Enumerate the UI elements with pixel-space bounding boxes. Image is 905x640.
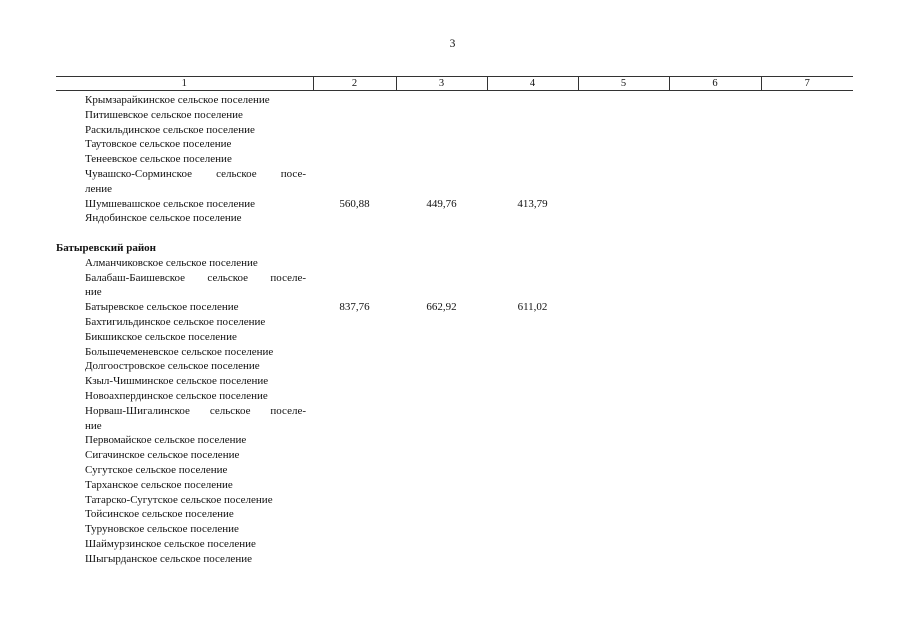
table-row: [56, 404, 853, 419]
settlement-name: Шумшевашское сельское поселение: [85, 197, 256, 210]
settlement-name: Туруновское сельское поселение: [85, 523, 239, 536]
settlement-name: Балабаш-Баишевское сельское поселе-: [85, 271, 306, 284]
settlement-name: Яндобинское сельское поселение: [85, 212, 242, 225]
table-row: [56, 522, 853, 537]
value-column-4: 611,02: [517, 301, 548, 314]
column-header-6: 6: [669, 77, 761, 91]
settlement-name: Первомайское сельское поселение: [85, 434, 247, 447]
settlement-name: Тарханское сельское поселение: [85, 478, 233, 491]
table-row: [56, 419, 853, 434]
settlement-name: Чувашско-Сорминское сельское посе-: [85, 167, 306, 180]
table-row: [56, 315, 853, 330]
value-column-2: 837,76: [339, 301, 370, 314]
table-row: [56, 507, 853, 522]
settlement-name: Долгоостровское сельское поселение: [85, 360, 260, 373]
value-column-4: 413,79: [517, 197, 548, 210]
settlement-name: Татарско-Сугутское сельское поселение: [85, 493, 273, 506]
settlement-name: Тойсинское сельское поселение: [85, 508, 234, 521]
settlement-name: ние: [85, 286, 102, 299]
value-column-2: 560,88: [339, 197, 370, 210]
table-row: [56, 197, 853, 212]
settlement-name: Батыревское сельское поселение: [85, 301, 239, 314]
column-header-5: 5: [578, 77, 669, 91]
column-header-4: 4: [487, 77, 578, 91]
settlement-name: Алманчиковское сельское поселение: [85, 256, 258, 269]
table-row: [56, 478, 853, 493]
settlement-name: Таутовское сельское поселение: [85, 138, 232, 151]
data-table: [56, 76, 853, 91]
settlement-name: Бахтигильдинское сельское поселение: [85, 315, 266, 328]
column-header-1: 1: [56, 77, 313, 91]
settlement-name: Шыгырданское сельское поселение: [85, 552, 252, 565]
table-row: [56, 463, 853, 478]
table-row: [56, 552, 853, 567]
value-column-3: 449,76: [426, 197, 457, 210]
settlement-name: Норваш-Шигалинское сельское поселе-: [85, 404, 306, 417]
settlement-name: Большечеменевское сельское поселение: [85, 345, 274, 358]
settlement-name: Раскильдинское сельское поселение: [85, 123, 255, 136]
column-header-7: 7: [761, 77, 853, 91]
settlement-name: Сугутское сельское поселение: [85, 463, 228, 476]
settlement-name: ние: [85, 419, 102, 432]
settlement-name: Кзыл-Чишминское сельское поселение: [85, 375, 269, 388]
settlement-name: Бикшикское сельское поселение: [85, 330, 237, 343]
table-header-row: [56, 77, 853, 91]
table-row: [56, 182, 853, 197]
table-row: [56, 108, 853, 123]
table-body: [56, 93, 853, 567]
spacer-row: [56, 226, 853, 241]
table-row: [56, 123, 853, 138]
column-header-2: 2: [313, 77, 396, 91]
settlement-name: Питишевское сельское поселение: [85, 108, 243, 121]
page-number: 3: [449, 38, 456, 50]
district-heading: [56, 241, 853, 256]
table-row: [56, 93, 853, 108]
table-row: [56, 271, 853, 286]
table-row: [56, 137, 853, 152]
settlement-name: Новоахпердинское сельское поселение: [85, 389, 268, 402]
settlement-name: Сигачинское сельское поселение: [85, 449, 240, 462]
settlement-name: Крымзарайкинское сельское поселение: [85, 94, 270, 106]
table-row: [56, 493, 853, 508]
district-name: Батыревский район: [56, 241, 156, 254]
table-row: [56, 256, 853, 271]
table-row: [56, 167, 853, 182]
table-row: [56, 300, 853, 315]
table-row: [56, 374, 853, 389]
table-row: [56, 433, 853, 448]
table-row: [56, 448, 853, 463]
table-row: [56, 345, 853, 360]
table-row: [56, 537, 853, 552]
column-header-3: 3: [396, 77, 487, 91]
settlement-name: ление: [85, 182, 113, 195]
table-row: [56, 285, 853, 300]
settlement-name: Тенеевское сельское поселение: [85, 153, 232, 166]
table-row: [56, 211, 853, 226]
table-row: [56, 359, 853, 374]
value-column-3: 662,92: [426, 301, 457, 314]
table-row: [56, 389, 853, 404]
table-row: [56, 330, 853, 345]
table-row: [56, 152, 853, 167]
settlement-name: Шаймурзинское сельское поселение: [85, 537, 256, 550]
